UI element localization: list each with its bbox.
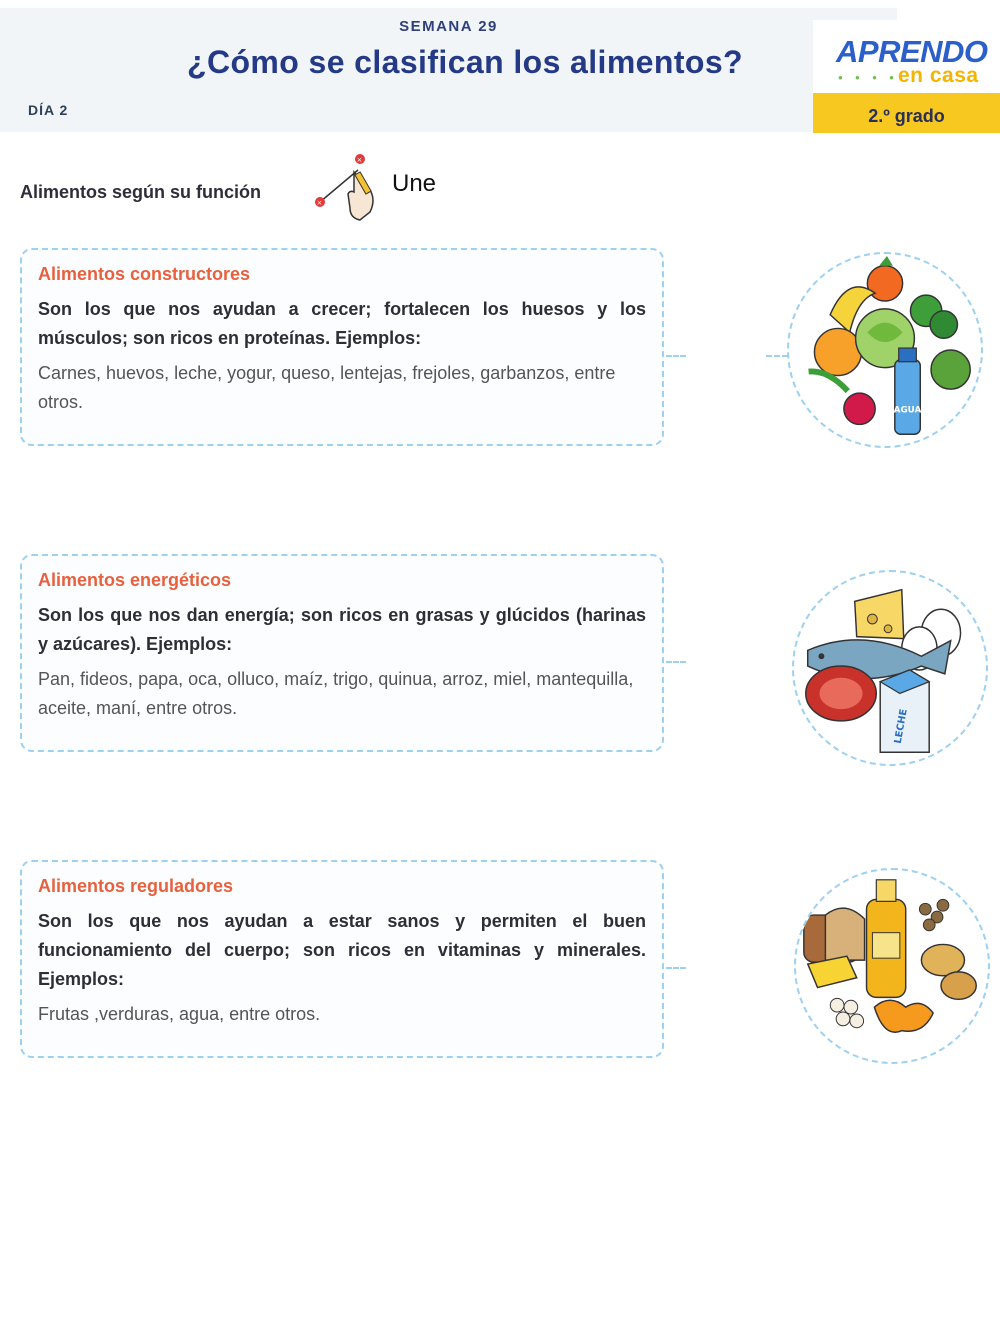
logo-dots-icon: ● ● ● ●: [838, 73, 899, 82]
plate-1-label: AGUA: [893, 405, 922, 416]
card-examples: Carnes, huevos, leche, yogur, queso, lentejas, frejoles, garbanzos, entre otros.: [38, 363, 616, 412]
card-title: Alimentos energéticos: [38, 570, 232, 590]
connect-hand-icon: [310, 150, 390, 225]
card-description: Son los que nos ayudan a estar sanos y permiten el buen funcionamiento del cuerpo; son ricos en vitaminas y minerales. Ejemplos:: [38, 911, 646, 989]
connector-stub-left-1[interactable]: [666, 355, 686, 357]
logo-aprendo-text: APRENDO: [836, 34, 988, 69]
image-protein-foods[interactable]: [792, 570, 988, 766]
grade-label: 2.º grado: [868, 106, 945, 126]
connector-stub-left-2[interactable]: [666, 661, 686, 663]
card-title: Alimentos constructores: [38, 264, 251, 284]
page-title: ¿Cómo se clasifican los alimentos?: [187, 44, 743, 80]
instruction-une: Une: [392, 170, 437, 197]
day-label: DÍA 2: [28, 102, 69, 118]
card-description: Son los que nos ayudan a crecer; fortalecen los huesos y los músculos; son ricos en proteínas. Ejemplos:: [38, 299, 646, 348]
card-constructores: [20, 248, 664, 446]
svg-text:×: ×: [316, 199, 323, 207]
connector-stub-left-3[interactable]: [666, 967, 686, 969]
week-label: SEMANA 29: [399, 18, 498, 35]
card-energeticos: [20, 554, 664, 752]
plate-2-label: LECHE: [892, 708, 910, 745]
svg-text:×: ×: [356, 156, 363, 164]
card-title: Alimentos reguladores: [38, 876, 234, 896]
card-examples: Frutas ,verduras, agua, entre otros.: [38, 1004, 321, 1024]
card-examples: Pan, fideos, papa, oca, olluco, maíz, trigo, quinua, arroz, miel, mantequilla, aceite, maní, entre otros.: [38, 669, 634, 718]
section-subtitle: Alimentos según su función: [20, 182, 262, 202]
image-fruits-vegetables[interactable]: [787, 252, 983, 448]
image-energy-foods[interactable]: [794, 868, 990, 1064]
card-reguladores: [20, 860, 664, 1058]
card-description: Son los que nos dan energía; son ricos en grasas y glúcidos (harinas y azúcares). Ejemplos:: [38, 605, 646, 654]
connector-stub-right-1[interactable]: [766, 355, 788, 357]
logo-en-casa-text: en casa: [898, 64, 979, 87]
